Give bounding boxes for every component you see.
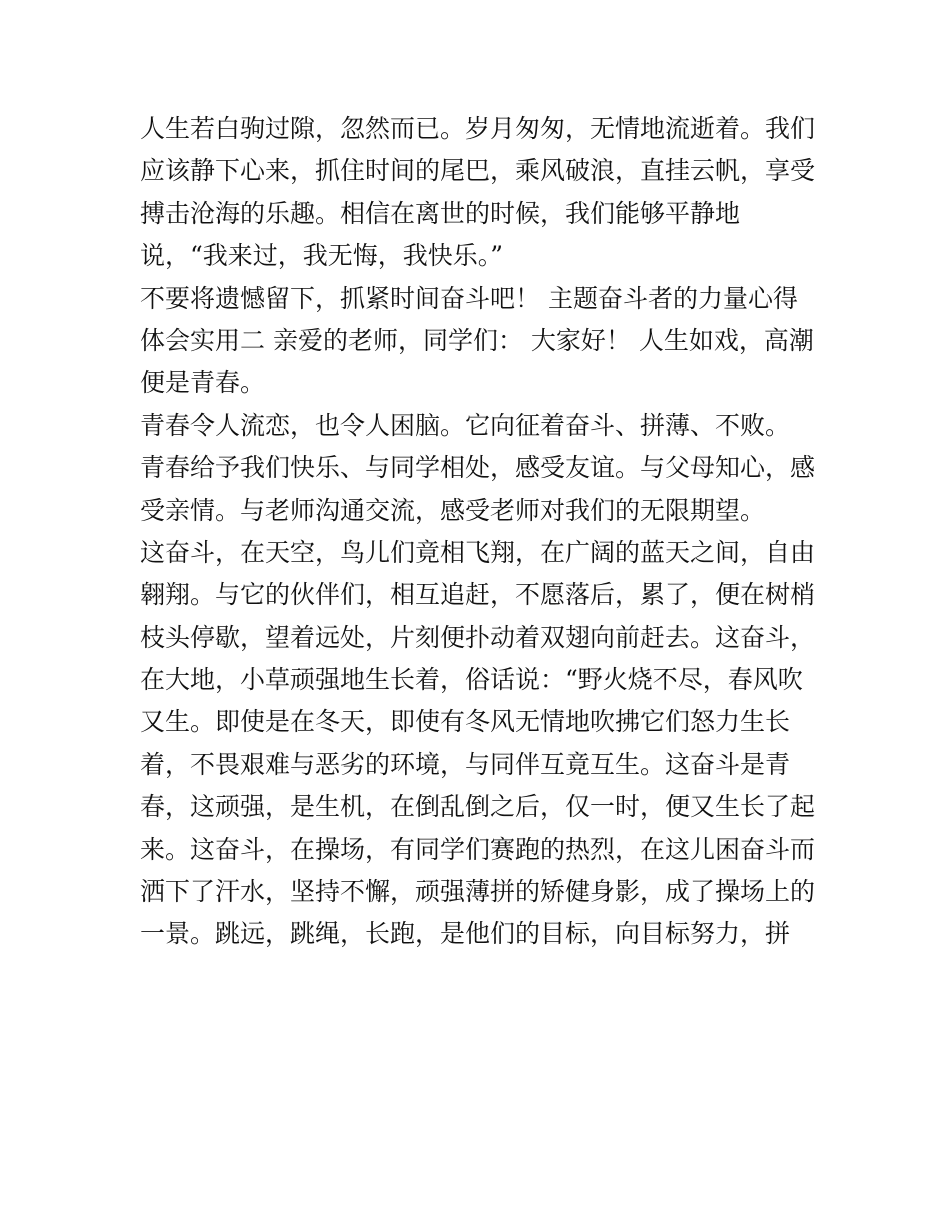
text-line: 说，“我来过，我无悔，我快乐。” — [140, 241, 504, 271]
text-line: 搏击沧海的乐趣。相信在离世的时候，我们能够平静地 — [140, 198, 741, 228]
text-line: 翱翔。与它的伙伴们，相互追赶，不愿落后，累了，便在树梢 — [140, 580, 816, 610]
text-line: 青春给予我们快乐、与同学相处，感受友谊。与父母知心，感 — [140, 453, 816, 483]
text-line: 便是青春。 — [140, 368, 266, 398]
text-line: 春，这顽强，是生机，在倒乱倒之后，仅一时，便又生长了起 — [140, 792, 816, 822]
text-line: 应该静下心来，抓住时间的尾巴，乘风破浪，直挂云帆，享受 — [140, 156, 816, 186]
text-line: 在大地，小草顽强地生长着，俗话说：“野火烧不尽，春风吹 — [140, 665, 803, 695]
text-line: 着，不畏艰难与恶劣的环境，与同伴互竟互生。这奋斗是青 — [140, 749, 791, 779]
text-line: 这奋斗，在天空，鸟儿们竟相飞翔，在广阔的蓝天之间，自由 — [140, 537, 816, 567]
text-line: 青春令人流恋，也令人困脑。它向征着奋斗、拼薄、不败。 — [140, 410, 791, 440]
text-line: 体会实用二 亲爱的老师，同学们： 大家好！ 人生如戏，高潮 — [140, 325, 814, 355]
text-line: 人生若白驹过隙，忽然而已。岁月匆匆，无情地流逝着。我们 — [140, 114, 816, 143]
text-line: 枝头停歇，望着远处，片刻便扑动着双翅向前赶去。这奋斗， — [140, 622, 816, 652]
text-line: 又生。即使是在冬天，即使有冬风无情地吹拂它们怒力生长 — [140, 707, 791, 737]
text-line: 不要将遗憾留下，抓紧时间奋斗吧！ 主题奋斗者的力量心得 — [140, 283, 798, 313]
text-line: 一景。跳远，跳绳，长跑，是他们的目标，向目标努力，拼 — [140, 919, 791, 949]
document-body — [140, 108, 830, 956]
text-line: 洒下了汗水，坚持不懈，顽强薄拼的矫健身影，成了操场上的 — [140, 877, 816, 907]
text-line: 来。这奋斗，在操场，有同学们赛跑的热烈，在这儿困奋斗而 — [140, 834, 816, 864]
text-line: 受亲情。与老师沟通交流，感受老师对我们的无限期望。 — [140, 495, 766, 525]
